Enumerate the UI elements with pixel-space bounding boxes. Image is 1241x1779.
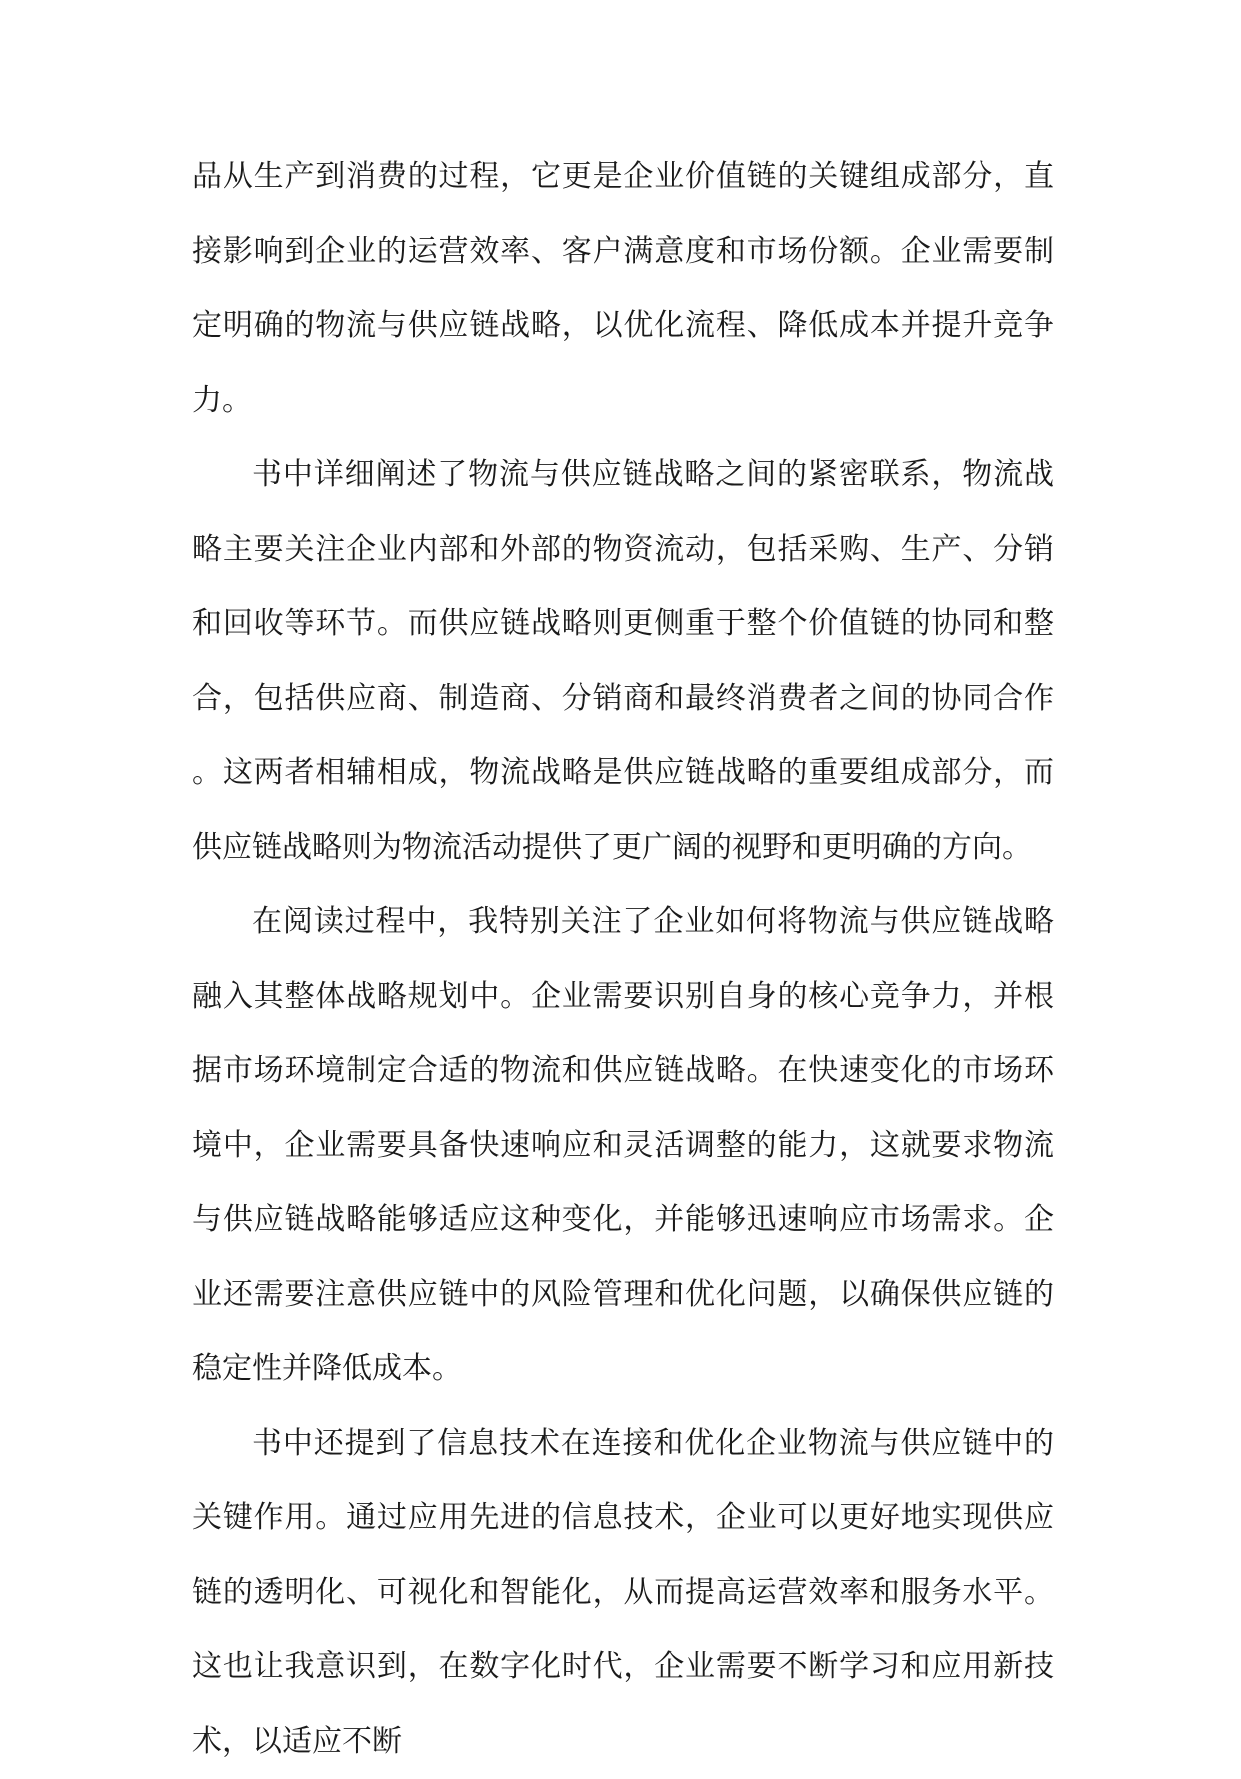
paragraph-strategy-integration: 在阅读过程中，我特别关注了企业如何将物流与供应链战略融入其整体战略规划中。企业需要识别自身的核心竞争力，并根据市场环境制定合适的物流和供应链战略。在快速变化的市场环境中，企业需要具备快速响应和灵活调整的能力，这就要求物流与供应链战略能够适应这种变化，并能够迅速响应市场需求。企业还需要注意供应链中的风险管理和优化问题，以确保供应链的稳定性并降低成本。 bbox=[192, 885, 1054, 1407]
paragraph-continued: 品从生产到消费的过程，它更是企业价值链的关键组成部分，直接影响到企业的运营效率、客户满意度和市场份额。企业需要制定明确的物流与供应链战略，以优化流程、降低成本并提升竞争力。 bbox=[192, 140, 1054, 438]
document-body bbox=[192, 140, 1054, 1779]
paragraph-information-technology: 书中还提到了信息技术在连接和优化企业物流与供应链中的关键作用。通过应用先进的信息技术，企业可以更好地实现供应链的透明化、可视化和智能化，从而提高运营效率和服务水平。这也让我意识到，在数字化时代，企业需要不断学习和应用新技术，以适应不断 bbox=[192, 1407, 1054, 1779]
paragraph-logistics-supply-chain-link: 书中详细阐述了物流与供应链战略之间的紧密联系，物流战略主要关注企业内部和外部的物资流动，包括采购、生产、分销和回收等环节。而供应链战略则更侧重于整个价值链的协同和整合，包括供应商、制造商、分销商和最终消费者之间的协同合作。这两者相辅相成，物流战略是供应链战略的重要组成部分，而供应链战略则为物流活动提供了更广阔的视野和更明确的方向。 bbox=[192, 438, 1054, 885]
